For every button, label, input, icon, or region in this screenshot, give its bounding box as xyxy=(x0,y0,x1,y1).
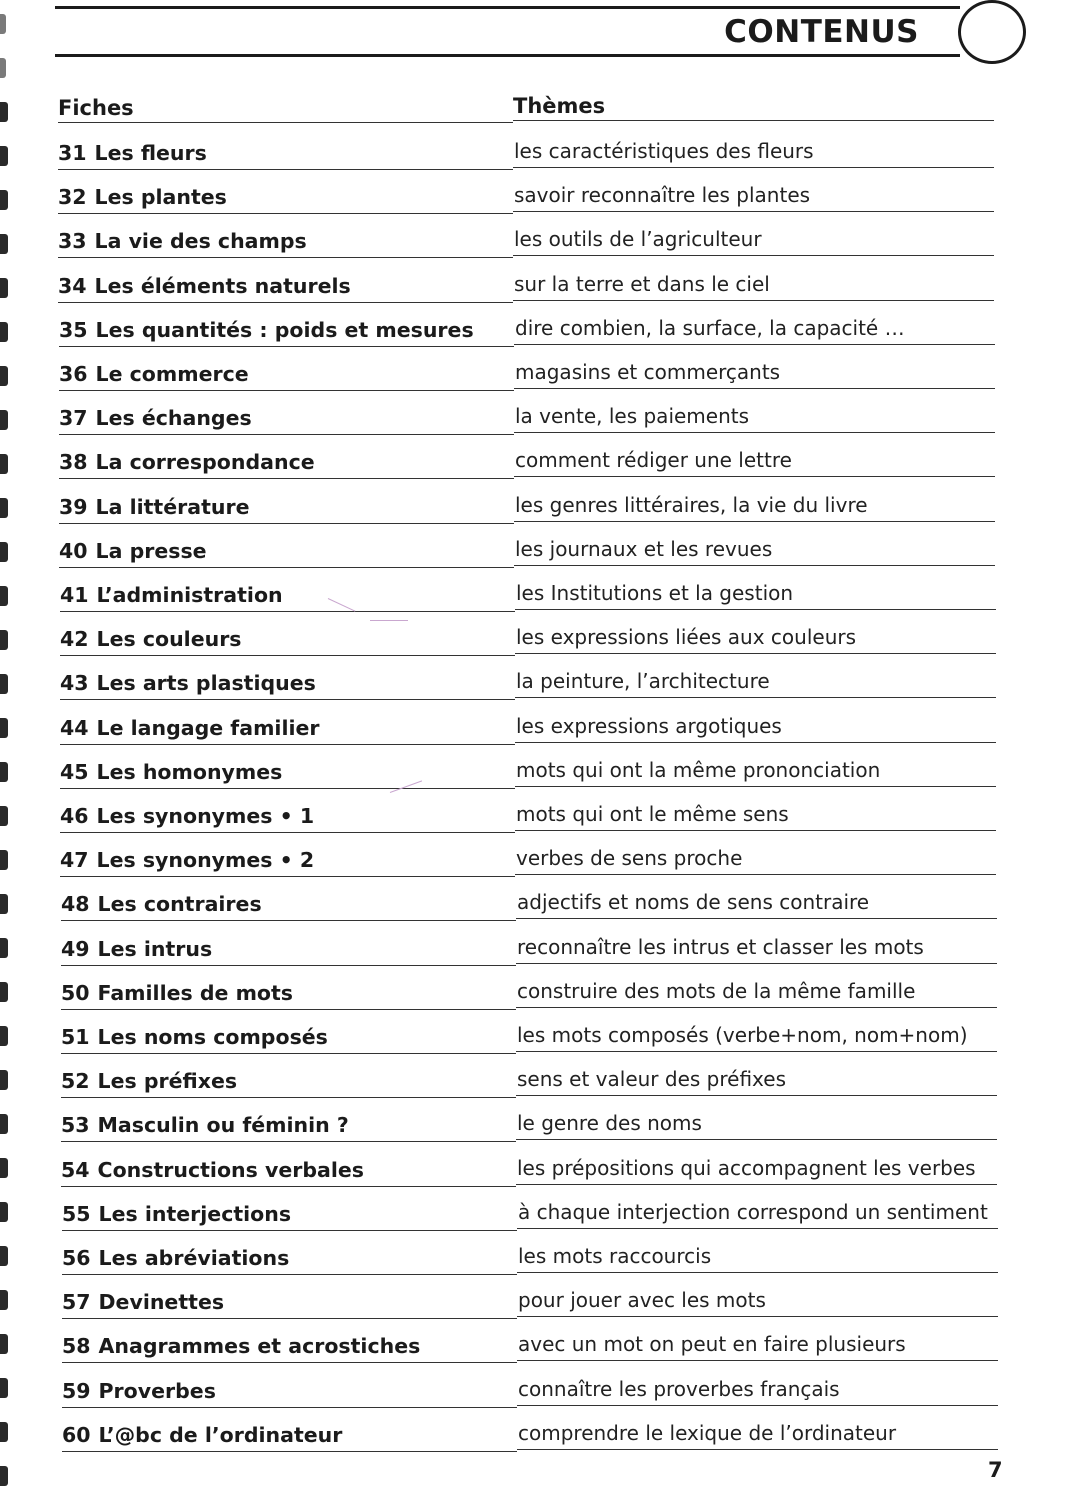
theme-text: les expressions argotiques xyxy=(516,713,782,738)
theme-text: le genre des noms xyxy=(517,1111,702,1136)
fiche-number: 39 xyxy=(59,494,88,519)
fiche-number: 40 xyxy=(59,538,88,563)
fiche-title xyxy=(62,1421,342,1449)
row-rule-right xyxy=(514,521,995,522)
fiche-title xyxy=(62,1288,224,1316)
table-row xyxy=(0,1188,1074,1232)
row-rule-right xyxy=(513,211,994,212)
fiche-title xyxy=(59,493,249,521)
fiche-label: Anagrammes et acrostiches xyxy=(98,1334,421,1359)
theme-text: pour jouer avec les mots xyxy=(518,1288,766,1313)
theme-text: les Institutions et la gestion xyxy=(516,581,794,605)
theme-text: les expressions liées aux couleurs xyxy=(516,625,857,650)
fiche-number: 57 xyxy=(62,1290,91,1315)
row-rule-left xyxy=(61,1141,516,1142)
row-rule-right xyxy=(515,830,996,831)
pencil-mark xyxy=(370,620,408,621)
fiche-label: L’@bc de l’ordinateur xyxy=(98,1422,343,1447)
row-rule-left xyxy=(61,965,516,966)
row-rule-left xyxy=(60,611,515,612)
row-rule-right xyxy=(517,1228,998,1229)
row-rule-right xyxy=(513,167,994,168)
row-rule-left xyxy=(62,1451,517,1452)
fiche-number: 42 xyxy=(60,627,89,652)
theme-text: les mots composés (verbe+nom, nom+nom) xyxy=(517,1023,968,1047)
fiche-title xyxy=(62,1332,420,1360)
table-row xyxy=(0,746,1074,790)
row-rule-right xyxy=(513,300,994,301)
theme-text: comprendre le lexique de l’ordinateur xyxy=(518,1420,897,1445)
fiche-number: 48 xyxy=(61,892,90,917)
row-rule-left xyxy=(59,390,514,391)
table-row xyxy=(0,878,1074,922)
row-rule-left xyxy=(60,832,515,833)
table-row xyxy=(0,1232,1074,1276)
table-row xyxy=(0,1409,1074,1453)
fiche-title xyxy=(59,404,252,432)
theme-text: savoir reconnaître les plantes xyxy=(514,183,811,208)
table-row xyxy=(0,127,1074,171)
table-row xyxy=(0,1144,1074,1188)
row-rule-left xyxy=(62,1362,517,1363)
row-rule-right xyxy=(516,963,997,964)
fiche-label: Les couleurs xyxy=(96,627,242,652)
row-rule-right xyxy=(515,653,996,654)
fiche-title xyxy=(58,272,351,300)
theme-text: magasins et commerçants xyxy=(515,360,781,384)
row-rule-right xyxy=(514,344,995,345)
theme-text: mots qui ont le même sens xyxy=(516,802,789,826)
table-row xyxy=(0,790,1074,834)
fiche-number: 41 xyxy=(60,583,89,607)
row-rule-left xyxy=(59,478,514,479)
fiche-title xyxy=(61,1156,364,1184)
row-rule-left xyxy=(62,1274,517,1275)
fiche-title xyxy=(60,802,314,830)
row-rule-left xyxy=(61,1009,516,1010)
row-rule-left xyxy=(59,434,514,435)
fiche-label: Les préfixes xyxy=(97,1069,238,1094)
fiche-number: 55 xyxy=(62,1201,91,1226)
row-rule-right xyxy=(516,1095,997,1096)
row-rule-right xyxy=(517,1405,998,1406)
fiche-label: Les échanges xyxy=(95,406,252,431)
theme-text: reconnaître les intrus et classer les mots xyxy=(517,934,924,959)
fiche-label: Les arts plastiques xyxy=(96,671,316,696)
fiche-label: Masculin ou féminin ? xyxy=(97,1113,349,1138)
fiche-number: 36 xyxy=(59,362,88,386)
fiche-number: 56 xyxy=(62,1246,91,1270)
fiche-label: Les homonymes xyxy=(96,759,283,784)
fiche-title xyxy=(61,979,293,1007)
fiche-number: 35 xyxy=(59,317,88,342)
row-rule-right xyxy=(517,1360,998,1361)
row-rule-right xyxy=(517,1449,998,1450)
fiche-label: Devinettes xyxy=(98,1290,225,1315)
fiche-number: 60 xyxy=(62,1422,91,1447)
theme-text: les prépositions qui accompagnent les verbes xyxy=(517,1155,976,1180)
page-number: 7 xyxy=(988,1458,1003,1482)
table-row xyxy=(0,1099,1074,1143)
fiche-number: 52 xyxy=(61,1069,90,1094)
row-rule-left xyxy=(62,1407,517,1408)
fiche-number: 37 xyxy=(59,406,88,431)
row-rule-right xyxy=(515,874,996,875)
table-row xyxy=(0,569,1074,613)
fiche-number: 45 xyxy=(60,759,89,784)
fiche-label: La presse xyxy=(95,538,207,563)
row-rule-right xyxy=(514,476,995,477)
fiche-title xyxy=(61,1023,328,1051)
table-row xyxy=(0,436,1074,480)
fiche-label: Proverbes xyxy=(98,1378,216,1403)
fiche-title xyxy=(60,758,282,786)
table-row xyxy=(0,392,1074,436)
theme-text: dire combien, la surface, la capacité … xyxy=(515,315,905,340)
theme-text: comment rédiger une lettre xyxy=(515,448,792,473)
fiche-title xyxy=(61,890,262,918)
theme-text: les journaux et les revues xyxy=(515,536,773,561)
table-row xyxy=(0,171,1074,215)
row-rule-right xyxy=(514,388,995,389)
theme-text: les outils de l’agriculteur xyxy=(514,227,762,252)
table-row xyxy=(0,834,1074,878)
fiche-label: Le commerce xyxy=(95,362,249,386)
table-row xyxy=(0,1320,1074,1364)
row-rule-right xyxy=(516,1051,997,1052)
table-row xyxy=(0,1365,1074,1409)
fiche-label: Familles de mots xyxy=(97,980,294,1005)
fiche-label: Les fleurs xyxy=(94,141,207,165)
fiche-title xyxy=(62,1200,291,1228)
column-header-themes: Thèmes xyxy=(513,94,606,118)
fiche-title xyxy=(61,1111,349,1139)
table-row xyxy=(0,1011,1074,1055)
row-rule-right xyxy=(517,1316,998,1317)
row-rule-right xyxy=(515,697,996,698)
theme-text: la peinture, l’architecture xyxy=(516,669,770,694)
fiche-label: Les synonymes • 1 xyxy=(96,804,315,828)
row-rule-right xyxy=(515,786,996,787)
theme-text: connaître les proverbes français xyxy=(518,1376,840,1401)
fiche-label: Les plantes xyxy=(94,185,227,210)
row-rule-right xyxy=(513,255,994,256)
fiche-number: 44 xyxy=(60,715,89,740)
theme-text: à chaque interjection correspond un sentiment xyxy=(518,1199,988,1224)
row-rule-left xyxy=(60,876,515,877)
theme-text: construire des mots de la même famille xyxy=(517,978,916,1003)
row-rule-left xyxy=(61,920,516,921)
fiche-number: 59 xyxy=(62,1378,91,1403)
fiche-number: 49 xyxy=(61,936,90,961)
table-row xyxy=(0,304,1074,348)
fiche-number: 47 xyxy=(60,848,89,873)
row-rule-left xyxy=(59,567,514,568)
fiche-number: 53 xyxy=(61,1113,90,1138)
fiche-label: Les interjections xyxy=(98,1201,292,1226)
fiche-title xyxy=(59,316,474,344)
row-rule-left xyxy=(62,1318,517,1319)
theme-text: les mots raccourcis xyxy=(518,1244,712,1268)
fiche-label: Les quantités : poids et mesures xyxy=(95,317,474,342)
fiche-title xyxy=(58,139,207,167)
fiche-label: L’administration xyxy=(96,583,283,607)
theme-text: verbes de sens proche xyxy=(516,846,743,871)
row-rule-right xyxy=(516,918,997,919)
row-rule-right xyxy=(515,742,996,743)
row-rule-left xyxy=(60,788,515,789)
table-row xyxy=(0,481,1074,525)
table-row xyxy=(0,702,1074,746)
fiche-label: Le langage familier xyxy=(96,715,320,740)
theme-text: avec un mot on peut en faire plusieurs xyxy=(518,1332,906,1357)
fiche-number: 58 xyxy=(62,1334,91,1359)
fiche-label: La correspondance xyxy=(95,450,315,475)
fiche-label: Les contraires xyxy=(97,892,262,917)
row-rule-right xyxy=(514,432,995,433)
fiche-number: 54 xyxy=(61,1157,90,1182)
row-rule-left xyxy=(60,655,515,656)
fiche-title xyxy=(59,537,207,565)
fiche-title xyxy=(59,360,249,388)
fiche-label: Les abréviations xyxy=(98,1246,290,1270)
table-row xyxy=(0,967,1074,1011)
theme-text: la vente, les paiements xyxy=(515,404,750,429)
theme-text: adjectifs et noms de sens contraire xyxy=(517,890,870,915)
fiche-title xyxy=(61,935,212,963)
row-rule-left xyxy=(61,1053,516,1054)
fiche-title xyxy=(60,625,242,653)
fiche-number: 38 xyxy=(59,450,88,475)
row-rule-left xyxy=(61,1097,516,1098)
row-rule-left xyxy=(58,302,513,303)
fiche-number: 34 xyxy=(58,273,87,298)
row-rule-left xyxy=(60,699,515,700)
table-row xyxy=(0,215,1074,259)
row-rule-left xyxy=(62,1230,517,1231)
row-rule-left xyxy=(58,257,513,258)
fiche-label: La littérature xyxy=(95,494,250,519)
row-rule-right xyxy=(514,565,995,566)
fiche-title xyxy=(60,581,283,609)
fiche-title xyxy=(61,1067,237,1095)
table-row xyxy=(0,613,1074,657)
theme-text: les genres littéraires, la vie du livre xyxy=(515,492,868,517)
table-row xyxy=(0,1276,1074,1320)
fiche-number: 46 xyxy=(60,804,89,828)
fiche-label: Les synonymes • 2 xyxy=(96,848,315,873)
theme-text: sur la terre et dans le ciel xyxy=(514,271,770,296)
fiche-label: Les intrus xyxy=(97,936,213,961)
row-rule-right xyxy=(516,1007,997,1008)
fiche-number: 43 xyxy=(60,671,89,696)
row-rule-left xyxy=(61,1186,516,1187)
row-rule-left xyxy=(59,523,514,524)
fiche-label: Constructions verbales xyxy=(97,1157,364,1182)
fiche-title xyxy=(60,669,316,697)
row-rule-left xyxy=(58,169,513,170)
fiche-title xyxy=(59,448,315,476)
theme-text: les caractéristiques des fleurs xyxy=(514,139,814,163)
column-header-fiches: Fiches xyxy=(58,96,134,120)
row-rule-left xyxy=(60,744,515,745)
table-row xyxy=(0,525,1074,569)
page-title: CONTENUS xyxy=(724,14,919,50)
fiche-title xyxy=(60,714,320,742)
table-row xyxy=(0,348,1074,392)
row-rule-right xyxy=(516,1139,997,1140)
fiche-number: 32 xyxy=(58,185,87,210)
theme-text: sens et valeur des préfixes xyxy=(517,1067,786,1092)
fiche-number: 50 xyxy=(61,980,90,1005)
table-row xyxy=(0,657,1074,701)
fiche-title xyxy=(62,1244,289,1272)
table-row xyxy=(0,923,1074,967)
fiche-number: 33 xyxy=(58,229,87,254)
theme-text: mots qui ont la même prononciation xyxy=(516,757,881,782)
table-row xyxy=(0,260,1074,304)
row-rule-right xyxy=(517,1272,998,1273)
row-rule-left xyxy=(58,213,513,214)
fiche-number: 31 xyxy=(58,141,87,165)
row-rule-right xyxy=(515,609,996,610)
fiche-label: La vie des champs xyxy=(94,229,307,254)
fiche-title xyxy=(62,1377,216,1405)
fiche-title xyxy=(60,846,314,874)
row-rule-left xyxy=(59,346,514,347)
fiche-title xyxy=(58,183,227,211)
fiche-label: Les noms composés xyxy=(97,1025,328,1049)
fiche-title xyxy=(58,227,307,255)
row-rule-right xyxy=(516,1184,997,1185)
fiche-label: Les éléments naturels xyxy=(94,273,351,298)
table-row xyxy=(0,1055,1074,1099)
fiche-number: 51 xyxy=(61,1025,90,1049)
